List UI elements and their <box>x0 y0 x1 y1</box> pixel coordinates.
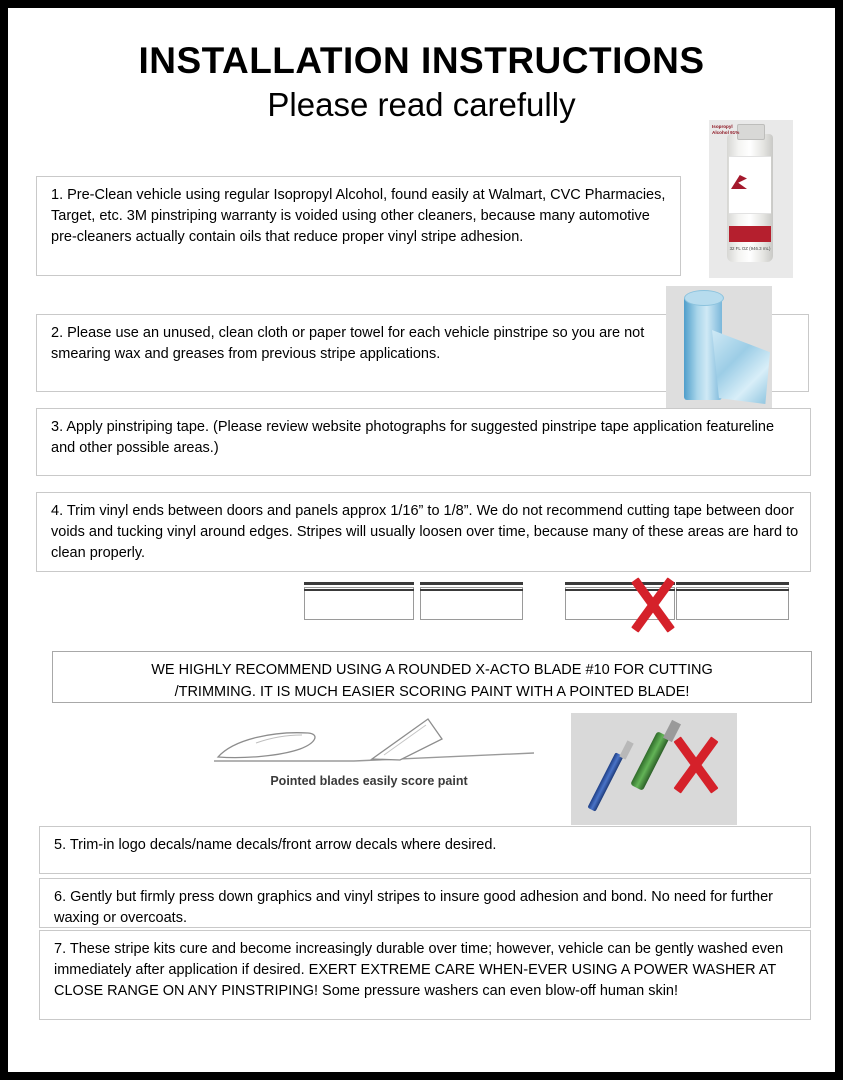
hobby-knife-photo <box>571 713 737 825</box>
step-1-box <box>36 176 681 276</box>
stripe-thick-line <box>420 582 523 585</box>
bottle-lower-label <box>729 226 771 242</box>
trim-stripe-wrong-right <box>676 582 789 593</box>
blue-knife-blade <box>619 740 633 759</box>
isopropyl-alcohol-bottle-photo <box>709 120 793 278</box>
trim-stripe-wrong-left <box>565 582 675 593</box>
stripe-thin-line <box>676 589 789 591</box>
stripe-thin-line <box>420 589 523 591</box>
step-2-box <box>36 314 679 392</box>
step-5-text: 5. Trim-in logo decals/name decals/front arrow decals where desired. <box>54 837 497 853</box>
green-knife-blade <box>663 720 681 742</box>
step-6-box <box>39 878 811 928</box>
step-1-text: 1. Pre-Clean vehicle using regular Isopropyl Alcohol, found easily at Walmart, CVC Pharmacies, Target, etc. 3M pinstriping warranty is voided using other cleaners, because many automotive pre-cleaners actually contain oils that reduce proper vinyl stripe adhesion. <box>51 187 666 246</box>
towel-roll-top <box>684 290 724 306</box>
step-4-text: 4. Trim vinyl ends between doors and panels approx 1/16” to 1/8”. We do not recommend cutting tape between door voids and tucking vinyl around edges. Stripes will usually loosen over time, because many of these areas are hard to clean properly. <box>51 503 799 562</box>
title-main: INSTALLATION INSTRUCTIONS <box>138 40 705 81</box>
rounded-blade-shape <box>218 733 315 758</box>
step-3-box <box>36 408 811 476</box>
step-7-text: 7. These stripe kits cure and become increasingly durable over time; however, vehicle can be gently washed even immediately after application if desired. EXERT EXTREME CARE WHEN-EVER USING A POWER WASHER AT CLOSE RANGE ON ANY PINSTRIPING! Some pressure washers can even blow-off human skin! <box>54 941 784 1000</box>
stripe-thick-line <box>676 582 789 585</box>
pointed-blade-shape <box>372 719 442 760</box>
title-subtitle: Please read carefully <box>267 85 576 123</box>
blade-diagram-caption: Pointed blades easily score paint <box>270 774 468 788</box>
stripe-thin-line <box>304 589 414 591</box>
blade-line-diagram <box>204 713 534 773</box>
bottle-label-line-1: Isopropyl <box>712 124 733 129</box>
step-3-text: 3. Apply pinstriping tape. (Please review website photographs for suggested pinstripe tape application featureline and other possible areas.) <box>51 419 775 457</box>
blue-shop-towel-roll-photo <box>666 286 772 414</box>
blade-recommendation-banner <box>52 651 812 703</box>
banner-line-2: /TRIMMING. IT IS MUCH EASIER SCORING PAINT WITH A POINTED BLADE! <box>174 683 690 700</box>
trim-stripe-correct-right <box>420 582 523 593</box>
step-7-box <box>39 930 811 1020</box>
stripe-thin-line <box>565 589 675 591</box>
bottle-label-line-2: Alcohol 91% <box>712 130 740 135</box>
step-2-text: 2. Please use an unused, clean cloth or paper towel for each vehicle pinstripe so you are not smearing wax and greases from previous stripe applications. <box>51 325 645 363</box>
page-title <box>8 8 835 124</box>
stripe-thick-line <box>565 582 675 585</box>
towel-drape <box>712 330 770 404</box>
stripe-thick-line <box>304 582 414 585</box>
bottle-volume-text: 32 FL OZ (946.3 mL) <box>729 246 771 251</box>
green-handle-knife <box>630 731 670 791</box>
step-4-box <box>36 492 811 572</box>
banner-line-1: WE HIGHLY RECOMMEND USING A ROUNDED X-ACTO BLADE #10 FOR CUTTING <box>151 662 713 678</box>
step-6-text: 6. Gently but firmly press down graphics and vinyl stripes to insure good adhesion and bond. No need for further waxing or overcoats. <box>54 889 773 927</box>
step-5-box <box>39 826 811 874</box>
trim-stripe-correct-left <box>304 582 414 593</box>
instruction-sheet-page <box>8 8 835 1072</box>
blue-handle-knife <box>587 752 623 811</box>
